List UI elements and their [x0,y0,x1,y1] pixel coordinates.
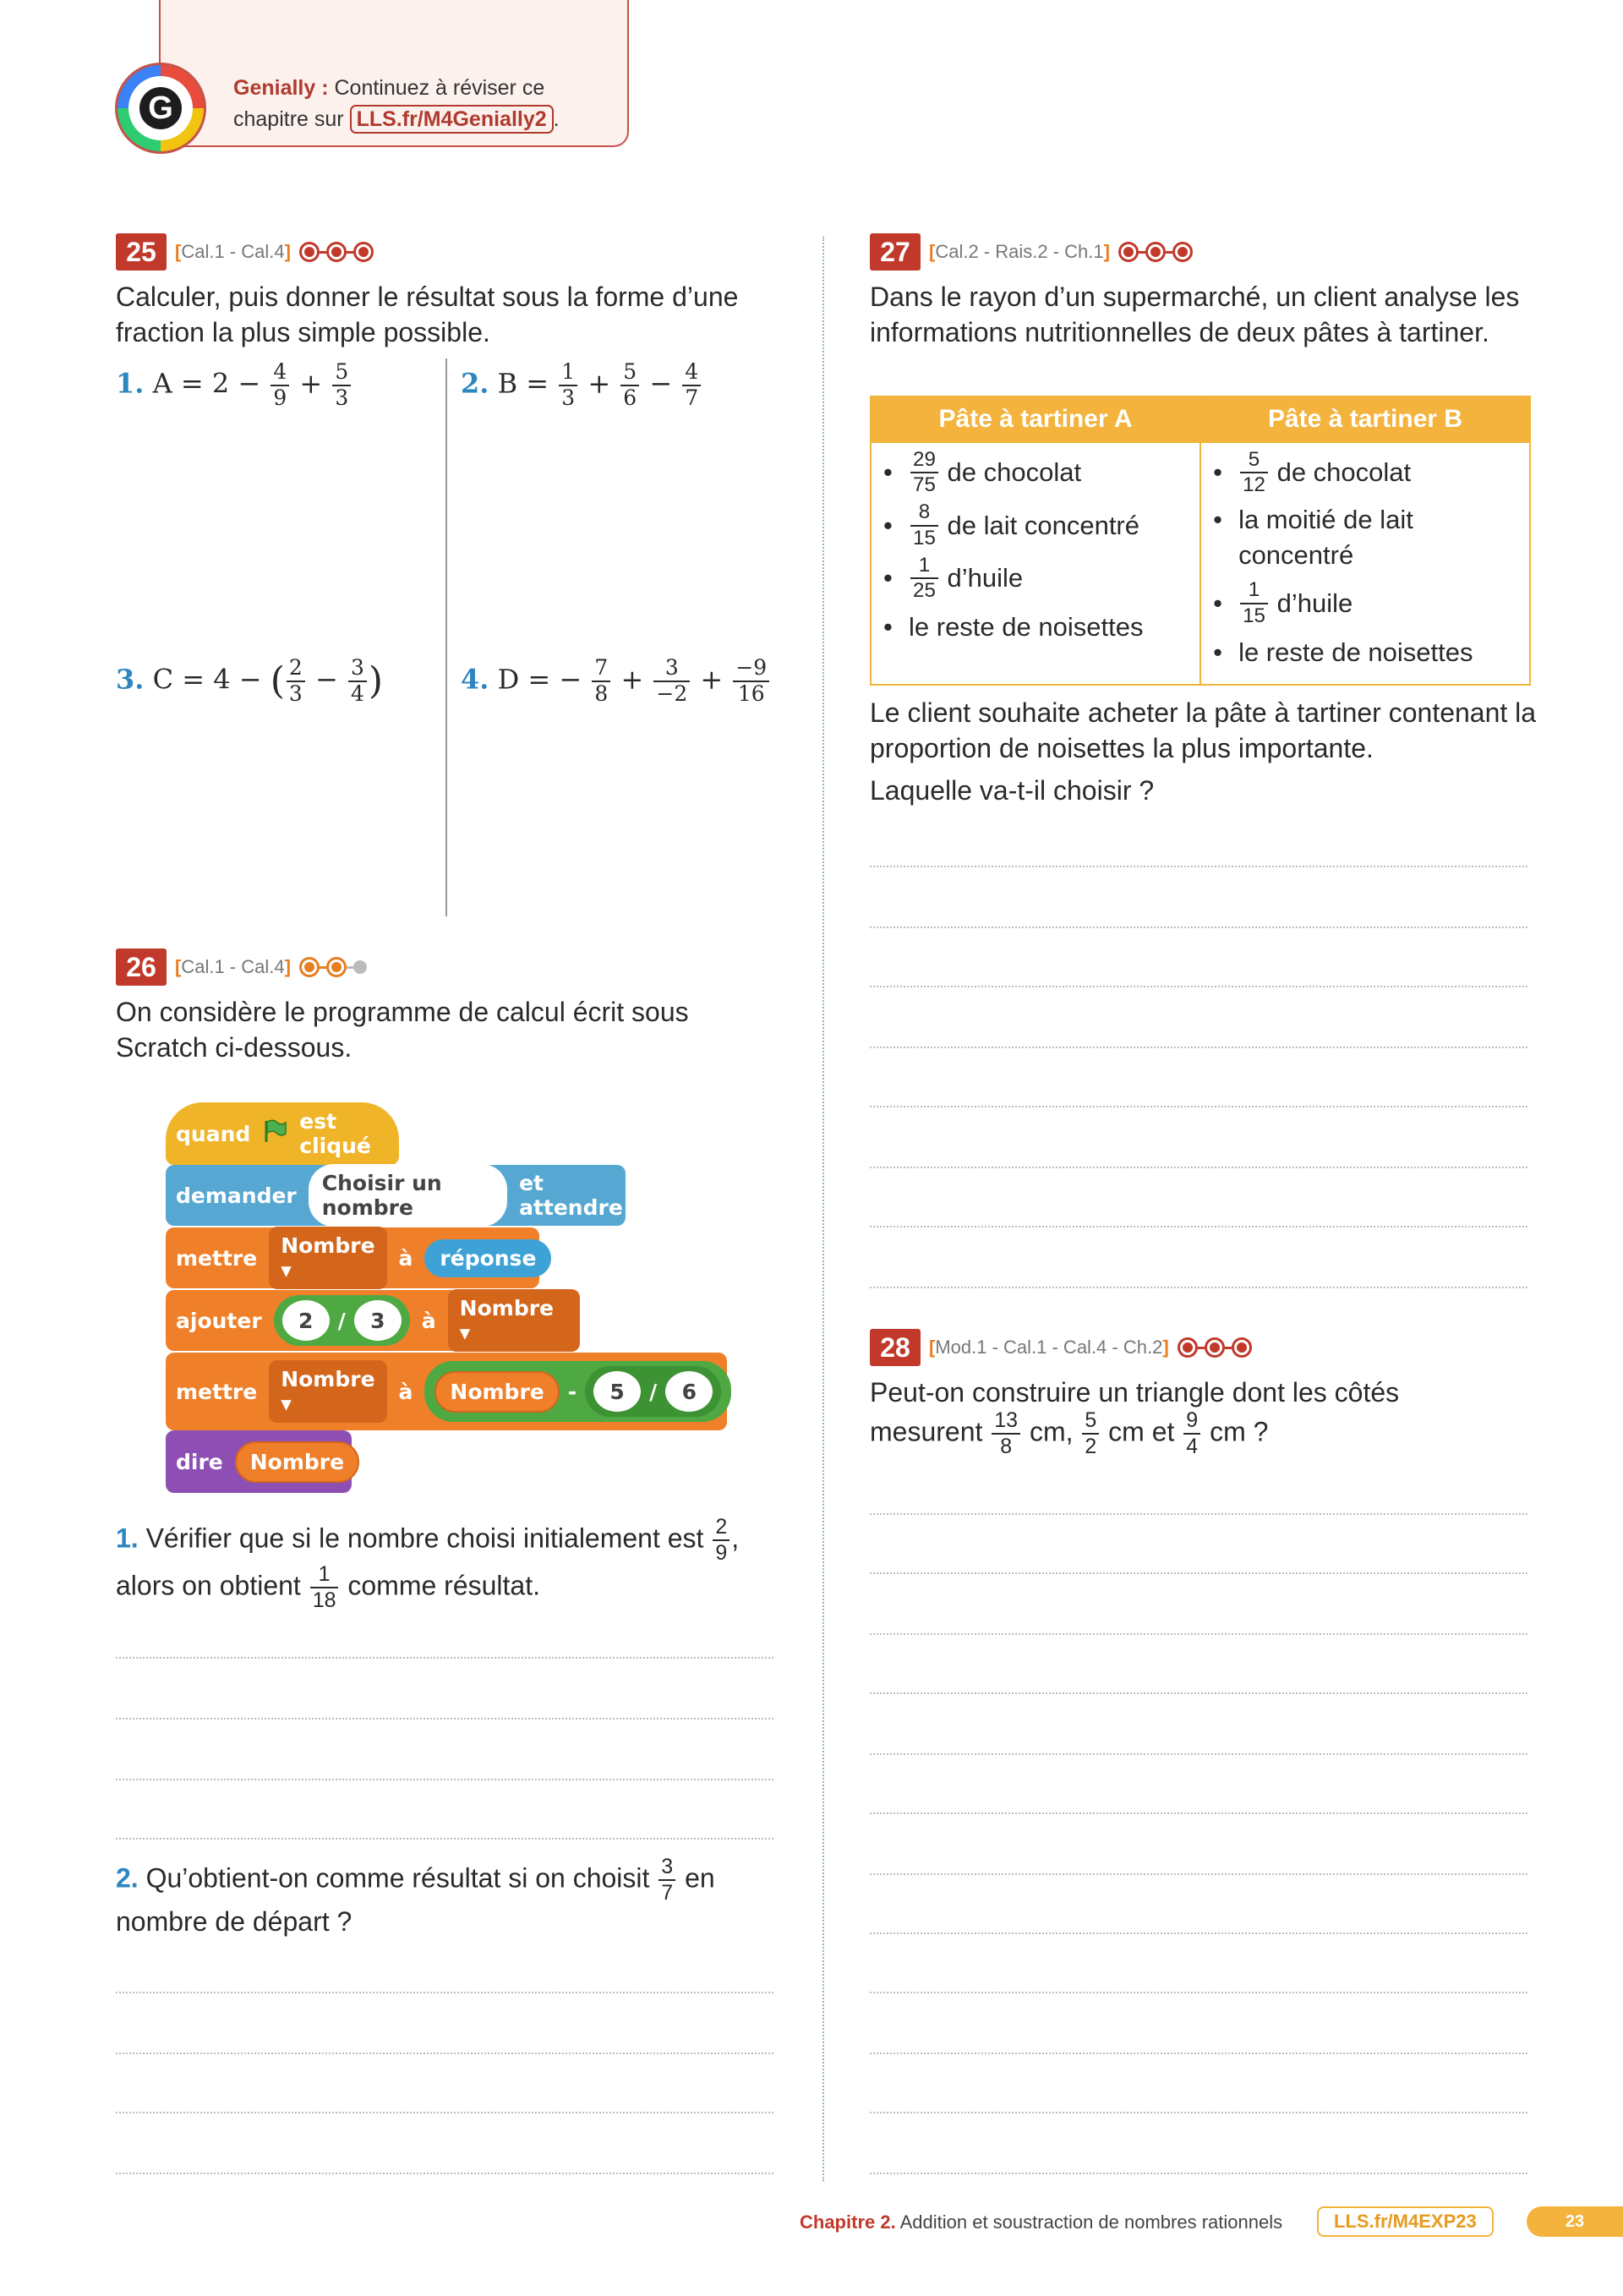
answer-line [870,1692,1527,1694]
answer-line [870,866,1527,867]
answer-line [870,2173,1527,2174]
difficulty-dots [1118,242,1193,262]
answer-line [116,2173,773,2174]
answer-line [870,1047,1527,1048]
list-item: • la moitié de lait concentré [1213,505,1413,571]
column-header-b: Pâte à tartiner B [1200,396,1530,442]
answer-line [870,2053,1527,2054]
footer-chapter-title: Chapitre 2. Addition et soustraction de nombres rationnels [800,2211,1283,2233]
answer-line [116,1992,773,1993]
genially-text: Genially : Continuez à réviser ce chapitre sur LLS.fr/M4Genially2 . [233,73,588,135]
list-item: • $\frac{29}{75}$ de chocolat [883,448,1082,497]
answer-line [870,1932,1527,1934]
exercise-26-question-1: 1. Vérifier que si le nombre choisi initialement est $\frac{2}{9}$ , alors on obtient $\frac{1}{18}$ comme résultat. [116,1515,740,1612]
list-item: • le reste de noisettes [883,612,1144,642]
exercise-25-instruction: Calculer, puis donner le résultat sous la forme d’une fraction la plus simple possible. [116,282,739,347]
difficulty-dots [299,242,374,262]
answer-line [870,1633,1527,1635]
scratch-ask-block: demander Choisir un nombre et attendre [166,1165,626,1226]
answer-line [116,1838,773,1840]
exercise-number: 25 [116,233,167,271]
exercise-26-intro: On considère le programme de calcul écrit sous Scratch ci-dessous. [116,997,689,1063]
exercise-number: 26 [116,948,167,986]
page-number: 23 [1527,2206,1623,2237]
list-item: • $\frac{1}{25}$ d’huile [883,553,1024,602]
answer-line [870,2112,1527,2113]
item-separator [445,358,447,916]
answer-line [870,1812,1527,1814]
answer-line [870,1226,1527,1227]
column-b-cell [1200,442,1530,685]
exercise-27-intro: Dans le rayon d’un supermarché, un client analyse les informations nutritionnelles de deux pâtes à tartiner. [870,282,1520,347]
answer-line [870,1106,1527,1107]
list-item: • $\frac{1}{15}$ d’huile [1213,578,1353,627]
answer-line [870,986,1527,987]
exercise-25-item-4: 4. D = − $\frac{7}{8}$ + $\frac{3}{-2}$ + $\frac{-9}{16}$ [461,658,771,705]
exercise-26-header [116,948,367,986]
competency-tag: [Cal.2 - Rais.2 - Ch.1] [929,241,1110,262]
exercise-27-question: Le client souhaite acheter la pâte à tartiner contenant la proportion de noisettes la plus importante. [870,697,1537,763]
answer-line [870,1992,1527,1993]
answer-line [116,1657,773,1659]
answer-line [116,1718,773,1719]
difficulty-dots [299,957,367,977]
answer-line [870,1873,1527,1875]
scratch-say-block: dire Nombre [166,1430,352,1493]
column-divider [822,237,824,2181]
scratch-set-block: mettre Nombre ▾ à réponse [166,1227,539,1288]
scratch-hat-block: quand est cliqué [166,1102,399,1165]
list-item: • $\frac{8}{15}$ de lait concentré [883,500,1139,549]
exercise-25-header [116,233,374,271]
exercise-26-question-2: 2. Qu’obtient-on comme résultat si on choisit $\frac{3}{7}$ en nombre de départ ? [116,1855,715,1937]
column-a-cell [871,442,1200,685]
answer-line [116,2112,773,2113]
exercise-27-header [870,233,1193,271]
exercise-25-item-1: 1. A = 2 − $\frac{4}{9}$ + $\frac{5}{3}$ [116,362,352,409]
competency-tag: [Cal.1 - Cal.4] [175,956,291,977]
nutrition-table [870,396,1531,686]
genially-link[interactable]: LLS.fr/M4Genially2 [350,105,554,134]
answer-line [116,2053,773,2054]
scratch-set-expression-block: mettre Nombre ▾ à Nombre - 5 / 6 [166,1353,727,1430]
answer-line [870,1287,1527,1288]
answer-line [870,1513,1527,1515]
genially-g-icon: G [139,87,182,129]
answer-line [870,927,1527,928]
difficulty-dots [1178,1337,1252,1358]
list-item: • $\frac{5}{12}$ de chocolat [1213,448,1412,497]
answer-line [870,1753,1527,1755]
exercise-25-item-3: 3. C = 4 − ( $\frac{2}{3}$ − $\frac{3}{4}$ ) [116,655,384,706]
exercise-25-item-2: 2. B = $\frac{1}{3}$ + $\frac{5}{6}$ − $\frac{4}{7}$ [461,362,702,409]
list-item: • le reste de noisettes [1213,637,1473,667]
answer-line [116,1779,773,1780]
column-header-a: Pâte à tartiner A [871,396,1200,442]
footer-link[interactable]: LLS.fr/M4EXP23 [1317,2206,1494,2237]
answer-line [870,1572,1527,1574]
green-flag-icon [262,1118,287,1149]
exercise-28-header [870,1329,1252,1366]
competency-tag: [Cal.1 - Cal.4] [175,241,291,262]
exercise-number: 28 [870,1329,921,1366]
exercise-28-question: Peut-on construire un triangle dont les côtés mesurent $\frac{13}{8}$ cm, $\frac{5}{2}$ cm et $\frac{9}{4}$ cm ? [870,1377,1400,1458]
exercise-27-question-b: Laquelle va-t-il choisir ? [870,775,1155,806]
exercise-number: 27 [870,233,921,271]
answer-line [870,1167,1527,1168]
scratch-add-block: ajouter 2 / 3 à Nombre ▾ [166,1290,580,1351]
competency-tag: [Mod.1 - Cal.1 - Cal.4 - Ch.2] [929,1337,1169,1358]
